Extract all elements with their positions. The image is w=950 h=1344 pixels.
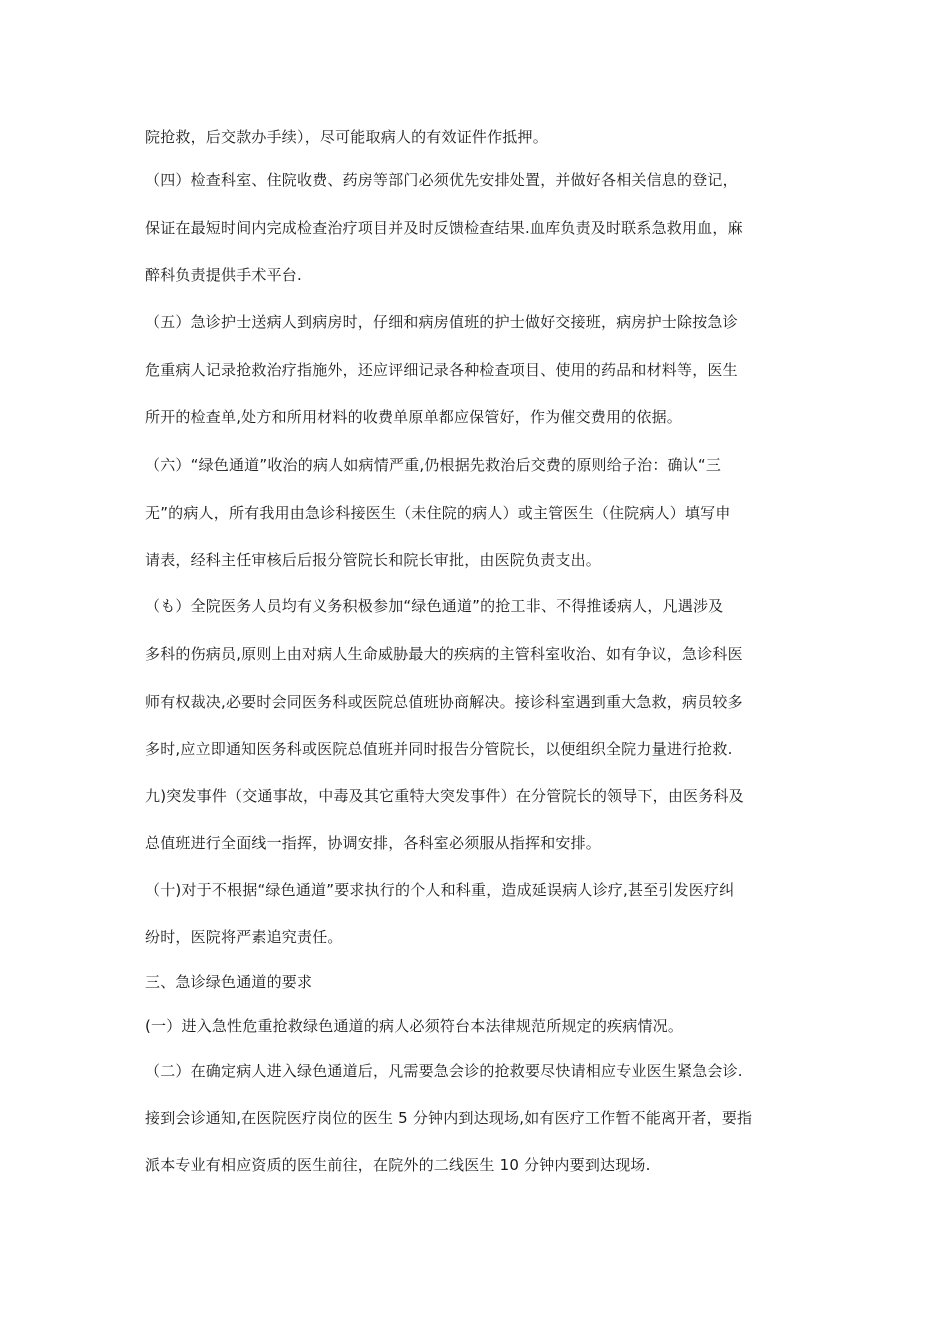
text-line: （四）检查科室、住院收费、药房等部门必须优先安排处置，并做好各相关信息的登记，: [145, 171, 738, 189]
text-line: 院抢救，后交款办手续），尽可能取病人的有效证件作抵押。: [145, 128, 548, 146]
text-line: （六）“绿色通道”收治的病人如病情严重,仍根据先救治后交费的原则给子治：确认“三: [145, 456, 722, 474]
text-line: 醉科负责提供手术平台.: [145, 266, 302, 284]
text-line: 所开的检查单,处方和所用材料的收费单原单都应保管好，作为催交费用的依据。: [145, 408, 682, 426]
text-line: 接到会诊通知,在医院医疗岗位的医生 5 分钟内到达现场,如有医疗工作暂不能离开者，要指: [145, 1109, 753, 1127]
text-line: (一）进入急性危重抢救绿色通道的病人必须符台本法律规范所规定的疾病情况。: [145, 1017, 684, 1035]
text-line: 危重病人记录抢救治疗指施外，还应评细记录各种检查项目、使用的药品和材料等，医生: [145, 361, 738, 379]
text-line: 无”的病人，所有我用由急诊科接医生（未住院的病人）或主管医生（住院病人）填写申: [145, 504, 731, 522]
text-line: 师有权裁决,必要时会同医务科或医院总值班协商解决。接诊科室遇到重大急救，病员较多: [145, 693, 743, 711]
text-line: 请表，经科主任审核后后报分管院长和院长审批，由医院负责支出。: [145, 551, 602, 569]
text-line: （五）急诊护士送病人到病房时，仔细和病房值班的护士做好交接班，病房护士除按急诊: [145, 313, 738, 331]
section-heading: 三、急诊绿色通道的要求: [145, 973, 313, 991]
text-line: 九)突发事件（交通事故，中毒及其它重特大突发事件）在分管院长的领导下，由医务科及: [145, 787, 744, 805]
text-line: 多科的伤病员,原则上由对病人生命威胁最大的疾病的主管科室收治、如有争议，急诊科医: [145, 645, 743, 663]
text-line: 保证在最短时间内完成检查治疗项目并及时反馈检查结果.血库负责及时联系急救用血，麻: [145, 219, 743, 237]
text-line: （十)对于不根据“绿色通道”要求执行的个人和科重，造成延误病人诊疗,甚至引发医疗纠: [145, 881, 735, 899]
text-line: 多时,应立即通知医务科或医院总值班并同时报告分管院长，以便组织全院力量进行抢救.: [145, 740, 733, 758]
text-line: 总值班进行全面线一指挥，协调安排，各科室必须服从指挥和安排。: [145, 834, 602, 852]
text-line: 纷时，医院将严素追究责任。: [145, 928, 343, 946]
text-line: （二）在确定病人进入绿色通道后，凡需要急会诊的抢救要尽快请相应专业医生紧急会诊.: [145, 1062, 743, 1080]
text-line: （も）全院医务人员均有义务积极参加“绿色通道”的抢工非、不得推诿病人，凡遇涉及: [145, 597, 724, 615]
text-line: 派本专业有相应资质的医生前往，在院外的二线医生 10 分钟内要到达现场.: [145, 1156, 651, 1174]
